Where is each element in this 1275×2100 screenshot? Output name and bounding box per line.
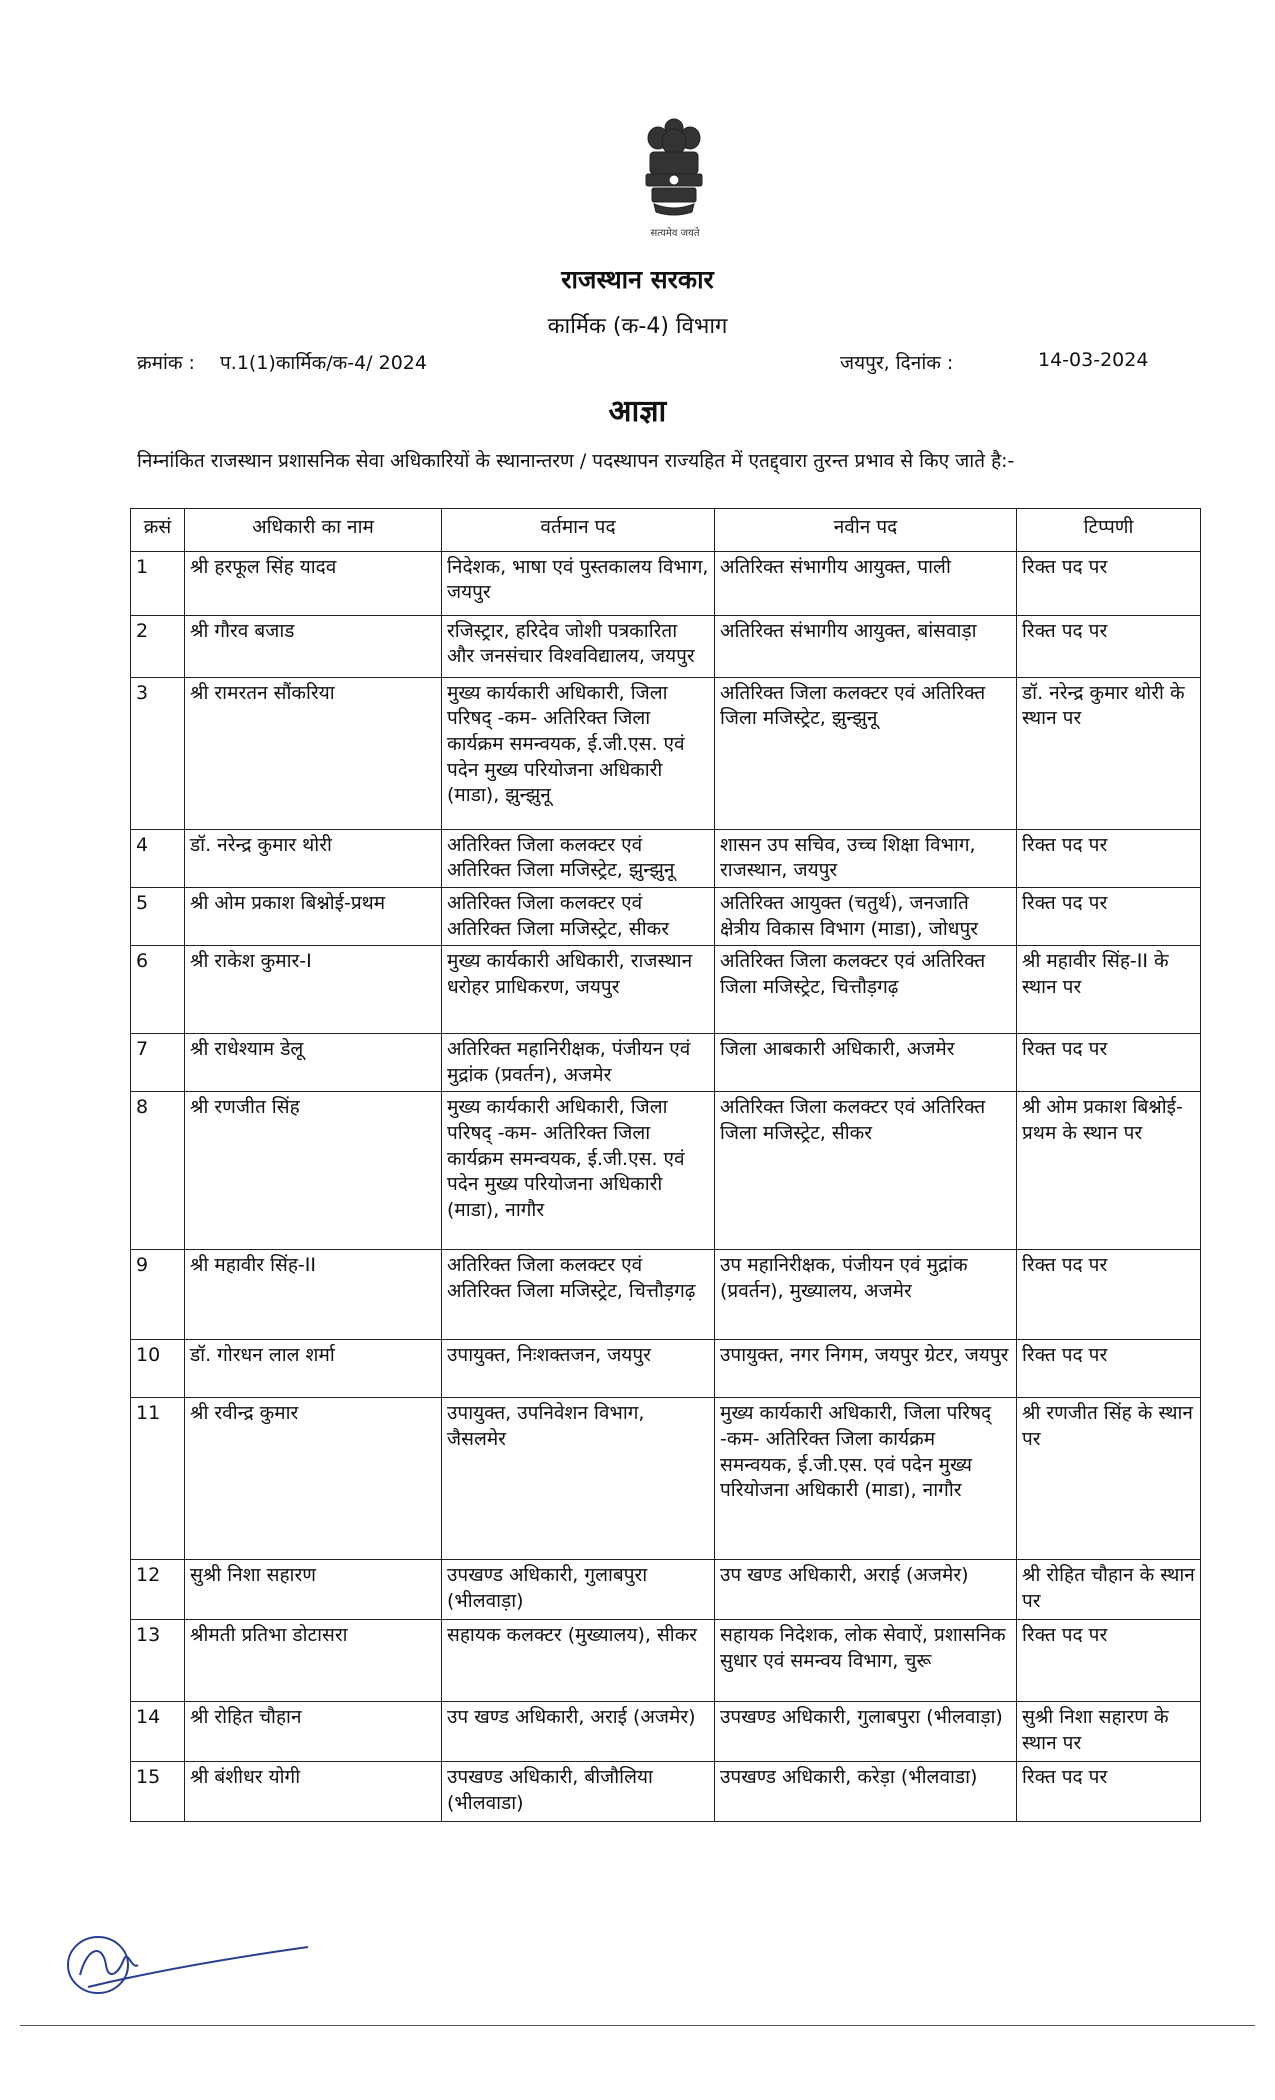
header-remark: टिप्पणी [1017, 509, 1201, 552]
cell-officer-name: श्रीमती प्रतिभा डोटासरा [185, 1620, 442, 1702]
cell-sno: 6 [131, 946, 185, 1034]
signature [58, 1925, 318, 2005]
cell-current-post: रजिस्ट्रार, हरिदेव जोशी पत्रकारिता और जनसंचार विश्वविद्यालय, जयपुर [442, 615, 715, 677]
cell-current-post: अतिरिक्त महानिरीक्षक, पंजीयन एवं मुद्रांक (प्रवर्तन), अजमेर [442, 1034, 715, 1092]
cell-new-post: उपखण्ड अधिकारी, करेड़ा (भीलवाडा) [715, 1762, 1017, 1822]
table-row [131, 1398, 1201, 1560]
header-current-post: वर्तमान पद [442, 509, 715, 552]
cell-new-post: उप खण्ड अधिकारी, अराई (अजमेर) [715, 1560, 1017, 1620]
reference-label: क्रमांक : [137, 352, 195, 374]
cell-new-post: अतिरिक्त जिला कलक्टर एवं अतिरिक्त जिला मजिस्ट्रेट, सीकर [715, 1092, 1017, 1250]
header-officer-name: अधिकारी का नाम [185, 509, 442, 552]
state-emblem-icon [632, 112, 716, 262]
cell-officer-name: श्री राकेश कुमार-I [185, 946, 442, 1034]
cell-sno: 2 [131, 615, 185, 677]
table-row [131, 1620, 1201, 1702]
cell-sno: 14 [131, 1702, 185, 1762]
cell-remark: रिक्त पद पर [1017, 1762, 1201, 1822]
cell-officer-name: श्री महावीर सिंह-II [185, 1250, 442, 1340]
table-row [131, 1762, 1201, 1822]
cell-remark: श्री रोहित चौहान के स्थान पर [1017, 1560, 1201, 1620]
cell-sno: 3 [131, 677, 185, 829]
table-row [131, 1034, 1201, 1092]
cell-remark: डॉ. नरेन्द्र कुमार थोरी के स्थान पर [1017, 677, 1201, 829]
cell-sno: 4 [131, 829, 185, 887]
cell-remark: रिक्त पद पर [1017, 551, 1201, 615]
cell-sno: 13 [131, 1620, 185, 1702]
cell-sno: 7 [131, 1034, 185, 1092]
cell-officer-name: डॉ. नरेन्द्र कुमार थोरी [185, 829, 442, 887]
table-row [131, 1340, 1201, 1398]
table-header-row [131, 509, 1201, 552]
cell-current-post: उपखण्ड अधिकारी, बीजौलिया (भीलवाडा) [442, 1762, 715, 1822]
cell-new-post: अतिरिक्त संभागीय आयुक्त, बांसवाड़ा [715, 615, 1017, 677]
cell-new-post: शासन उप सचिव, उच्च शिक्षा विभाग, राजस्थान, जयपुर [715, 829, 1017, 887]
table-row [131, 1092, 1201, 1250]
cell-officer-name: श्री हरफूल सिंह यादव [185, 551, 442, 615]
cell-new-post: अतिरिक्त जिला कलक्टर एवं अतिरिक्त जिला मजिस्ट्रेट, चित्तौड़गढ़ [715, 946, 1017, 1034]
cell-remark: श्री रणजीत सिंह के स्थान पर [1017, 1398, 1201, 1560]
cell-remark: रिक्त पद पर [1017, 887, 1201, 945]
cell-sno: 11 [131, 1398, 185, 1560]
table-row [131, 887, 1201, 945]
table-row [131, 1560, 1201, 1620]
table-row [131, 829, 1201, 887]
cell-officer-name: श्री बंशीधर योगी [185, 1762, 442, 1822]
table-row [131, 1702, 1201, 1762]
transfer-table [130, 508, 1201, 1822]
cell-new-post: जिला आबकारी अधिकारी, अजमेर [715, 1034, 1017, 1092]
cell-officer-name: श्री रणजीत सिंह [185, 1092, 442, 1250]
cell-officer-name: श्री रोहित चौहान [185, 1702, 442, 1762]
cell-officer-name: डॉ. गोरधन लाल शर्मा [185, 1340, 442, 1398]
order-intro: निम्नांकित राजस्थान प्रशासनिक सेवा अधिकारियों के स्थानान्तरण / पदस्थापन राज्यहित में एतद्द्वारा तुरन्त प्रभाव से किए जाते है:- [137, 450, 1015, 472]
cell-remark: रिक्त पद पर [1017, 1034, 1201, 1092]
cell-remark: सुश्री निशा सहारण के स्थान पर [1017, 1702, 1201, 1762]
footer-rule [20, 2025, 1255, 2026]
cell-remark: रिक्त पद पर [1017, 1250, 1201, 1340]
cell-remark: रिक्त पद पर [1017, 1340, 1201, 1398]
cell-officer-name: सुश्री निशा सहारण [185, 1560, 442, 1620]
cell-sno: 15 [131, 1762, 185, 1822]
cell-sno: 8 [131, 1092, 185, 1250]
cell-current-post: मुख्य कार्यकारी अधिकारी, राजस्थान धरोहर प्राधिकरण, जयपुर [442, 946, 715, 1034]
reference-number: प.1(1)कार्मिक/क-4/ 2024 [220, 352, 427, 374]
emblem-motto: सत्यमेव जयते [650, 228, 700, 239]
header-new-post: नवीन पद [715, 509, 1017, 552]
table-row [131, 677, 1201, 829]
cell-current-post: मुख्य कार्यकारी अधिकारी, जिला परिषद् -कम- अतिरिक्त जिला कार्यक्रम समन्वयक, ई.जी.एस. एवं पदेन मुख्य परियोजना अधिकारी (माडा), नागौर [442, 1092, 715, 1250]
department-title: कार्मिक (क-4) विभाग [547, 314, 728, 339]
cell-sno: 12 [131, 1560, 185, 1620]
government-title: राजस्थान सरकार [561, 265, 714, 294]
cell-current-post: अतिरिक्त जिला कलक्टर एवं अतिरिक्त जिला मजिस्ट्रेट, सीकर [442, 887, 715, 945]
cell-new-post: उपखण्ड अधिकारी, गुलाबपुरा (भीलवाड़ा) [715, 1702, 1017, 1762]
cell-remark: रिक्त पद पर [1017, 829, 1201, 887]
cell-sno: 9 [131, 1250, 185, 1340]
cell-current-post: अतिरिक्त जिला कलक्टर एवं अतिरिक्त जिला मजिस्ट्रेट, झुन्झुनू [442, 829, 715, 887]
header-sno: क्रसं [131, 509, 185, 552]
cell-current-post: उप खण्ड अधिकारी, अराई (अजमेर) [442, 1702, 715, 1762]
table-row [131, 1250, 1201, 1340]
cell-current-post: अतिरिक्त जिला कलक्टर एवं अतिरिक्त जिला मजिस्ट्रेट, चित्तौड़गढ़ [442, 1250, 715, 1340]
cell-new-post: अतिरिक्त जिला कलक्टर एवं अतिरिक्त जिला मजिस्ट्रेट, झुन्झुनू [715, 677, 1017, 829]
cell-current-post: मुख्य कार्यकारी अधिकारी, जिला परिषद् -कम- अतिरिक्त जिला कार्यक्रम समन्वयक, ई.जी.एस. एवं पदेन मुख्य परियोजना अधिकारी (माडा), झुन्झुनू [442, 677, 715, 829]
cell-new-post: अतिरिक्त संभागीय आयुक्त, पाली [715, 551, 1017, 615]
cell-sno: 1 [131, 551, 185, 615]
cell-current-post: उपायुक्त, निःशक्तजन, जयपुर [442, 1340, 715, 1398]
place-date-label: जयपुर, दिनांक : [840, 352, 954, 374]
cell-sno: 5 [131, 887, 185, 945]
cell-officer-name: श्री गौरव बजाड [185, 615, 442, 677]
cell-officer-name: श्री ओम प्रकाश बिश्नोई-प्रथम [185, 887, 442, 945]
cell-officer-name: श्री राधेश्याम डेलू [185, 1034, 442, 1092]
cell-new-post: सहायक निदेशक, लोक सेवाऐं, प्रशासनिक सुधार एवं समन्वय विभाग, चुरू [715, 1620, 1017, 1702]
cell-remark: रिक्त पद पर [1017, 615, 1201, 677]
cell-new-post: अतिरिक्त आयुक्त (चतुर्थ), जनजाति क्षेत्रीय विकास विभाग (माडा), जोधपुर [715, 887, 1017, 945]
cell-current-post: उपखण्ड अधिकारी, गुलाबपुरा (भीलवाड़ा) [442, 1560, 715, 1620]
cell-sno: 10 [131, 1340, 185, 1398]
cell-current-post: उपायुक्त, उपनिवेशन विभाग, जैसलमेर [442, 1398, 715, 1560]
table-row [131, 946, 1201, 1034]
cell-remark: रिक्त पद पर [1017, 1620, 1201, 1702]
table-row [131, 615, 1201, 677]
cell-remark: श्री महावीर सिंह-II के स्थान पर [1017, 946, 1201, 1034]
cell-officer-name: श्री रवीन्द्र कुमार [185, 1398, 442, 1560]
order-title: आज्ञा [608, 394, 667, 429]
cell-new-post: उपायुक्त, नगर निगम, जयपुर ग्रेटर, जयपुर [715, 1340, 1017, 1398]
cell-new-post: मुख्य कार्यकारी अधिकारी, जिला परिषद् -कम- अतिरिक्त जिला कार्यक्रम समन्वयक, ई.जी.एस. एवं पदेन मुख्य परियोजना अधिकारी (माडा), नागौर [715, 1398, 1017, 1560]
cell-officer-name: श्री रामरतन सौंकरिया [185, 677, 442, 829]
cell-current-post: निदेशक, भाषा एवं पुस्तकालय विभाग, जयपुर [442, 551, 715, 615]
order-date: 14-03-2024 [1038, 349, 1149, 371]
cell-remark: श्री ओम प्रकाश बिश्नोई-प्रथम के स्थान पर [1017, 1092, 1201, 1250]
table-row [131, 551, 1201, 615]
cell-current-post: सहायक कलक्टर (मुख्यालय), सीकर [442, 1620, 715, 1702]
cell-new-post: उप महानिरीक्षक, पंजीयन एवं मुद्रांक (प्रवर्तन), मुख्यालय, अजमेर [715, 1250, 1017, 1340]
